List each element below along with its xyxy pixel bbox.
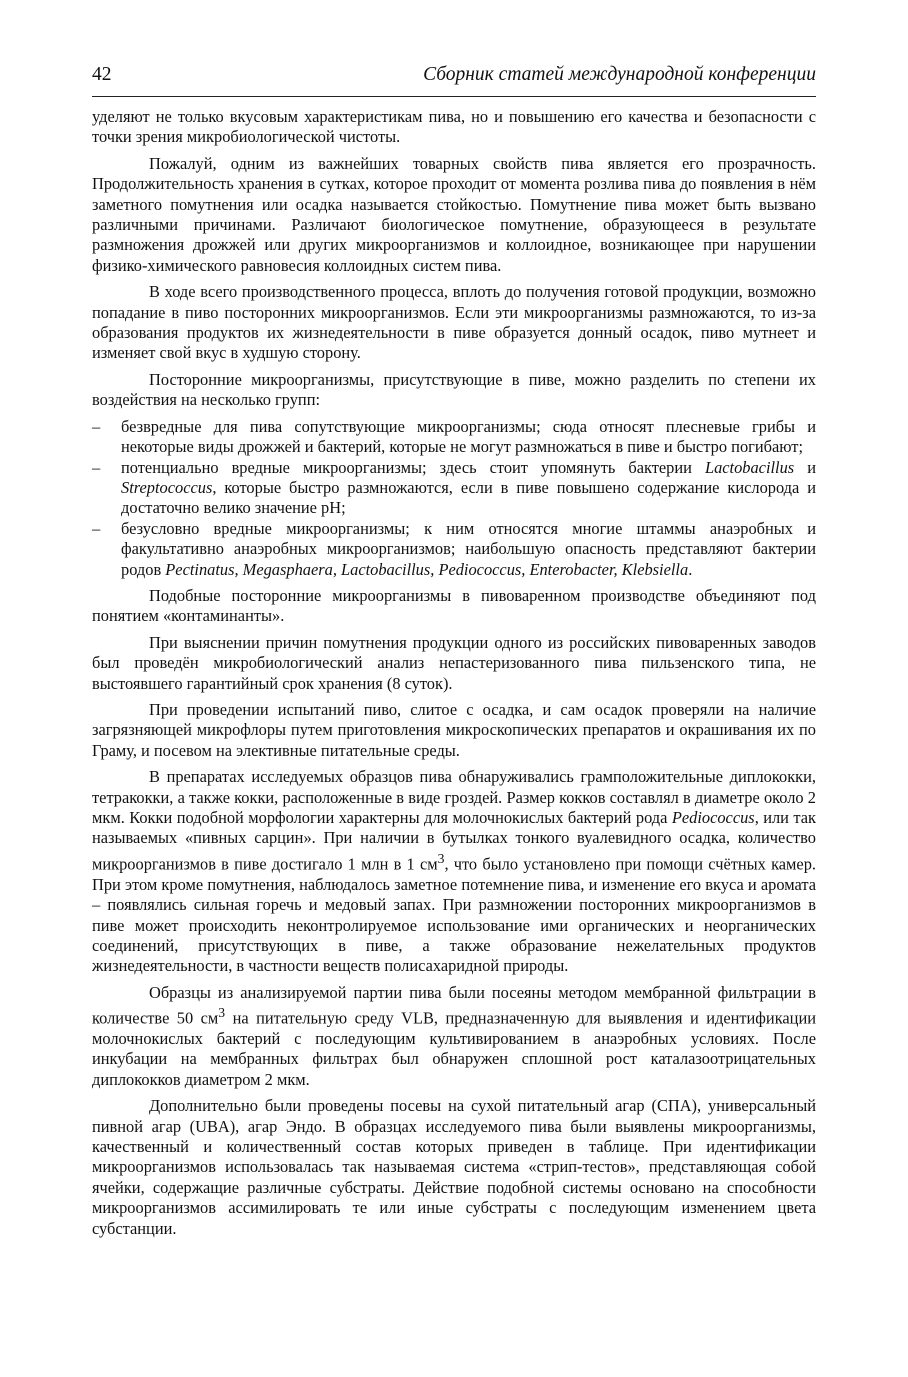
genus-names: Pectinatus, Megasphaera, Lactobacillus, Pediococcus, Enterobacter, Klebsiella (165, 559, 689, 579)
list-item (92, 519, 816, 580)
list-item-text: безвредные для пива сопутствующие микроорганизмы; сюда относят плесневые грибы и некоторые виды дрожжей и бактерий, которые не могут размножаться в пиве и быстро погибают; (121, 416, 816, 457)
list-item (92, 458, 816, 519)
superscript: 3 (218, 1005, 226, 1021)
paragraph: Посторонние микроорганизмы, присутствующие в пиве, можно разделить по степени их воздействия на несколько групп: (92, 369, 816, 410)
list-item-text: , которые быстро размножаются, если в пиве повышено содержание кислорода и достаточно велико значение pH; (121, 477, 816, 518)
genus-name: Streptococcus (121, 477, 213, 497)
list-item-text: потенциально вредные микроорганизмы; здесь стоит упомянуть бактерии (121, 457, 705, 477)
paragraph: При выяснении причин помутнения продукции одного из российских пивоваренных заводов был проведён микробиологический анализ непастеризованного пива пильзенского типа, не выстоявшего гарантийный срок хранения (8 суток). (92, 632, 816, 693)
paragraph: Пожалуй, одним из важнейших товарных свойств пива является его прозрачность. Продолжительность хранения в сутках, которое проходит от момента розлива пива до появления в нём заметного помутнения или осадка называется стойкостью. Помутнение пива может быть вызвано различными причинами. Различают биологическое помутнение, образующееся в результате размножения дрожжей или других микроорганизмов и коллоидное, возникающее при нарушении физико-химического равновесия коллоидных систем пива. (92, 153, 816, 275)
paragraph: уделяют не только вкусовым характеристикам пива, но и повышению его качества и безопасности с точки зрения микробиологической чистоты. (92, 107, 816, 147)
paragraph-text: на питательную среду VLB, предназначенную для выявления и идентификации молочнокислых бактерий с последующим культивированием в анаэробных условиях. После инкубации на мембранных фильтрах был обнаружен сплошной рост каталазоотрицательных диплококков диаметром 2 мкм. (92, 1008, 816, 1089)
dash-marker: – (92, 457, 101, 477)
article-body (92, 107, 816, 1239)
paragraph-text: , что было установлено при помощи счётных камер. При этом кроме помутнения, наблюдалось заметное потемнение пива, и изменение его вкуса и аромата – появлялись сильная горечь и медовый запах. При размножении посторонних микроорганизмов в пиве может происходить неконтролируемое использование ими органических и неорганических соединений, присутствующих в пиве, а также образование нежелательных продуктов жизнедеятельности, в частности веществ полисахаридной природы. (92, 854, 816, 976)
genus-name: Pediococcus (671, 808, 755, 827)
paragraph-text: Образцы из анализируемой партии пива были посеяны методом мембранной фильтрации в количестве 50 см (92, 982, 816, 1028)
page-header (92, 64, 816, 97)
superscript: 3 (437, 850, 445, 866)
paragraph: Подобные посторонние микроорганизмы в пивоваренном производстве объединяют под понятием «контаминанты». (92, 585, 816, 626)
list-item-text: безусловно вредные микроорганизмы; к ним относятся многие штаммы анаэробных и факультативно анаэробных микроорганизмов; наибольшую опасность представляют бактерии родов (121, 518, 816, 579)
list-item (92, 417, 816, 458)
paragraph: В ходе всего производственного процесса, вплоть до получения готовой продукции, возможно попадание в пиво посторонних микроорганизмов. Если эти микроорганизмы размножаются, то из-за образования продуктов их жизнедеятельности в пиве образуется донный осадок, пиво мутнеет и изменяет свой вкус в худшую сторону. (92, 282, 816, 363)
list-item-text: . (688, 559, 693, 579)
paragraph-text: В препаратах исследуемых образцов пива обнаруживались грамположительные диплококки, тетракокки, а также кокки, расположенные в виде гроздей. Размер кокков составлял в диаметре около 2 мкм. Кокки подобной морфологии характерны для молочнокислых бактерий рода (92, 767, 816, 827)
microorganism-groups-list (92, 417, 816, 580)
paragraph: При проведении испытаний пиво, слитое с осадка, и сам осадок проверяли на наличие загрязняющей микрофлоры путем приготовления микроскопических препаратов и окрашивания их по Граму, и посевом на элективные питательные среды. (92, 699, 816, 760)
dash-marker: – (92, 518, 101, 538)
paragraph-text: , или так называемых «пивных сарцин». При наличии в бутылках тонкого вуалевидного осадка, количество микроорганизмов в пиве достигало 1 млн в 1 см (92, 808, 816, 874)
collection-title: Сборник статей международной конференции (423, 64, 816, 85)
paragraph (92, 983, 816, 1091)
list-item-text: и (794, 457, 817, 477)
genus-name: Lactobacillus (704, 457, 795, 477)
dash-marker: – (92, 416, 101, 436)
paragraph (92, 767, 816, 977)
paragraph: Дополнительно были проведены посевы на сухой питательный агар (СПА), универсальный пивной агар (UBA), агар Эндо. В образцах исследуемого пива были выявлены микроорганизмы, качественный и количественный состав которых приведен в таблице. При идентификации микроорганизмов использовалась так называемая система «стрип-тестов», представляющая собой ячейки, содержащие различные субстраты. Действие подобной системы основано на способности микроорганизмов ассимилировать те или иные субстраты с последующим изменением цвета субстанции. (92, 1096, 816, 1238)
document-page (92, 64, 816, 1245)
page-number: 42 (92, 64, 112, 85)
